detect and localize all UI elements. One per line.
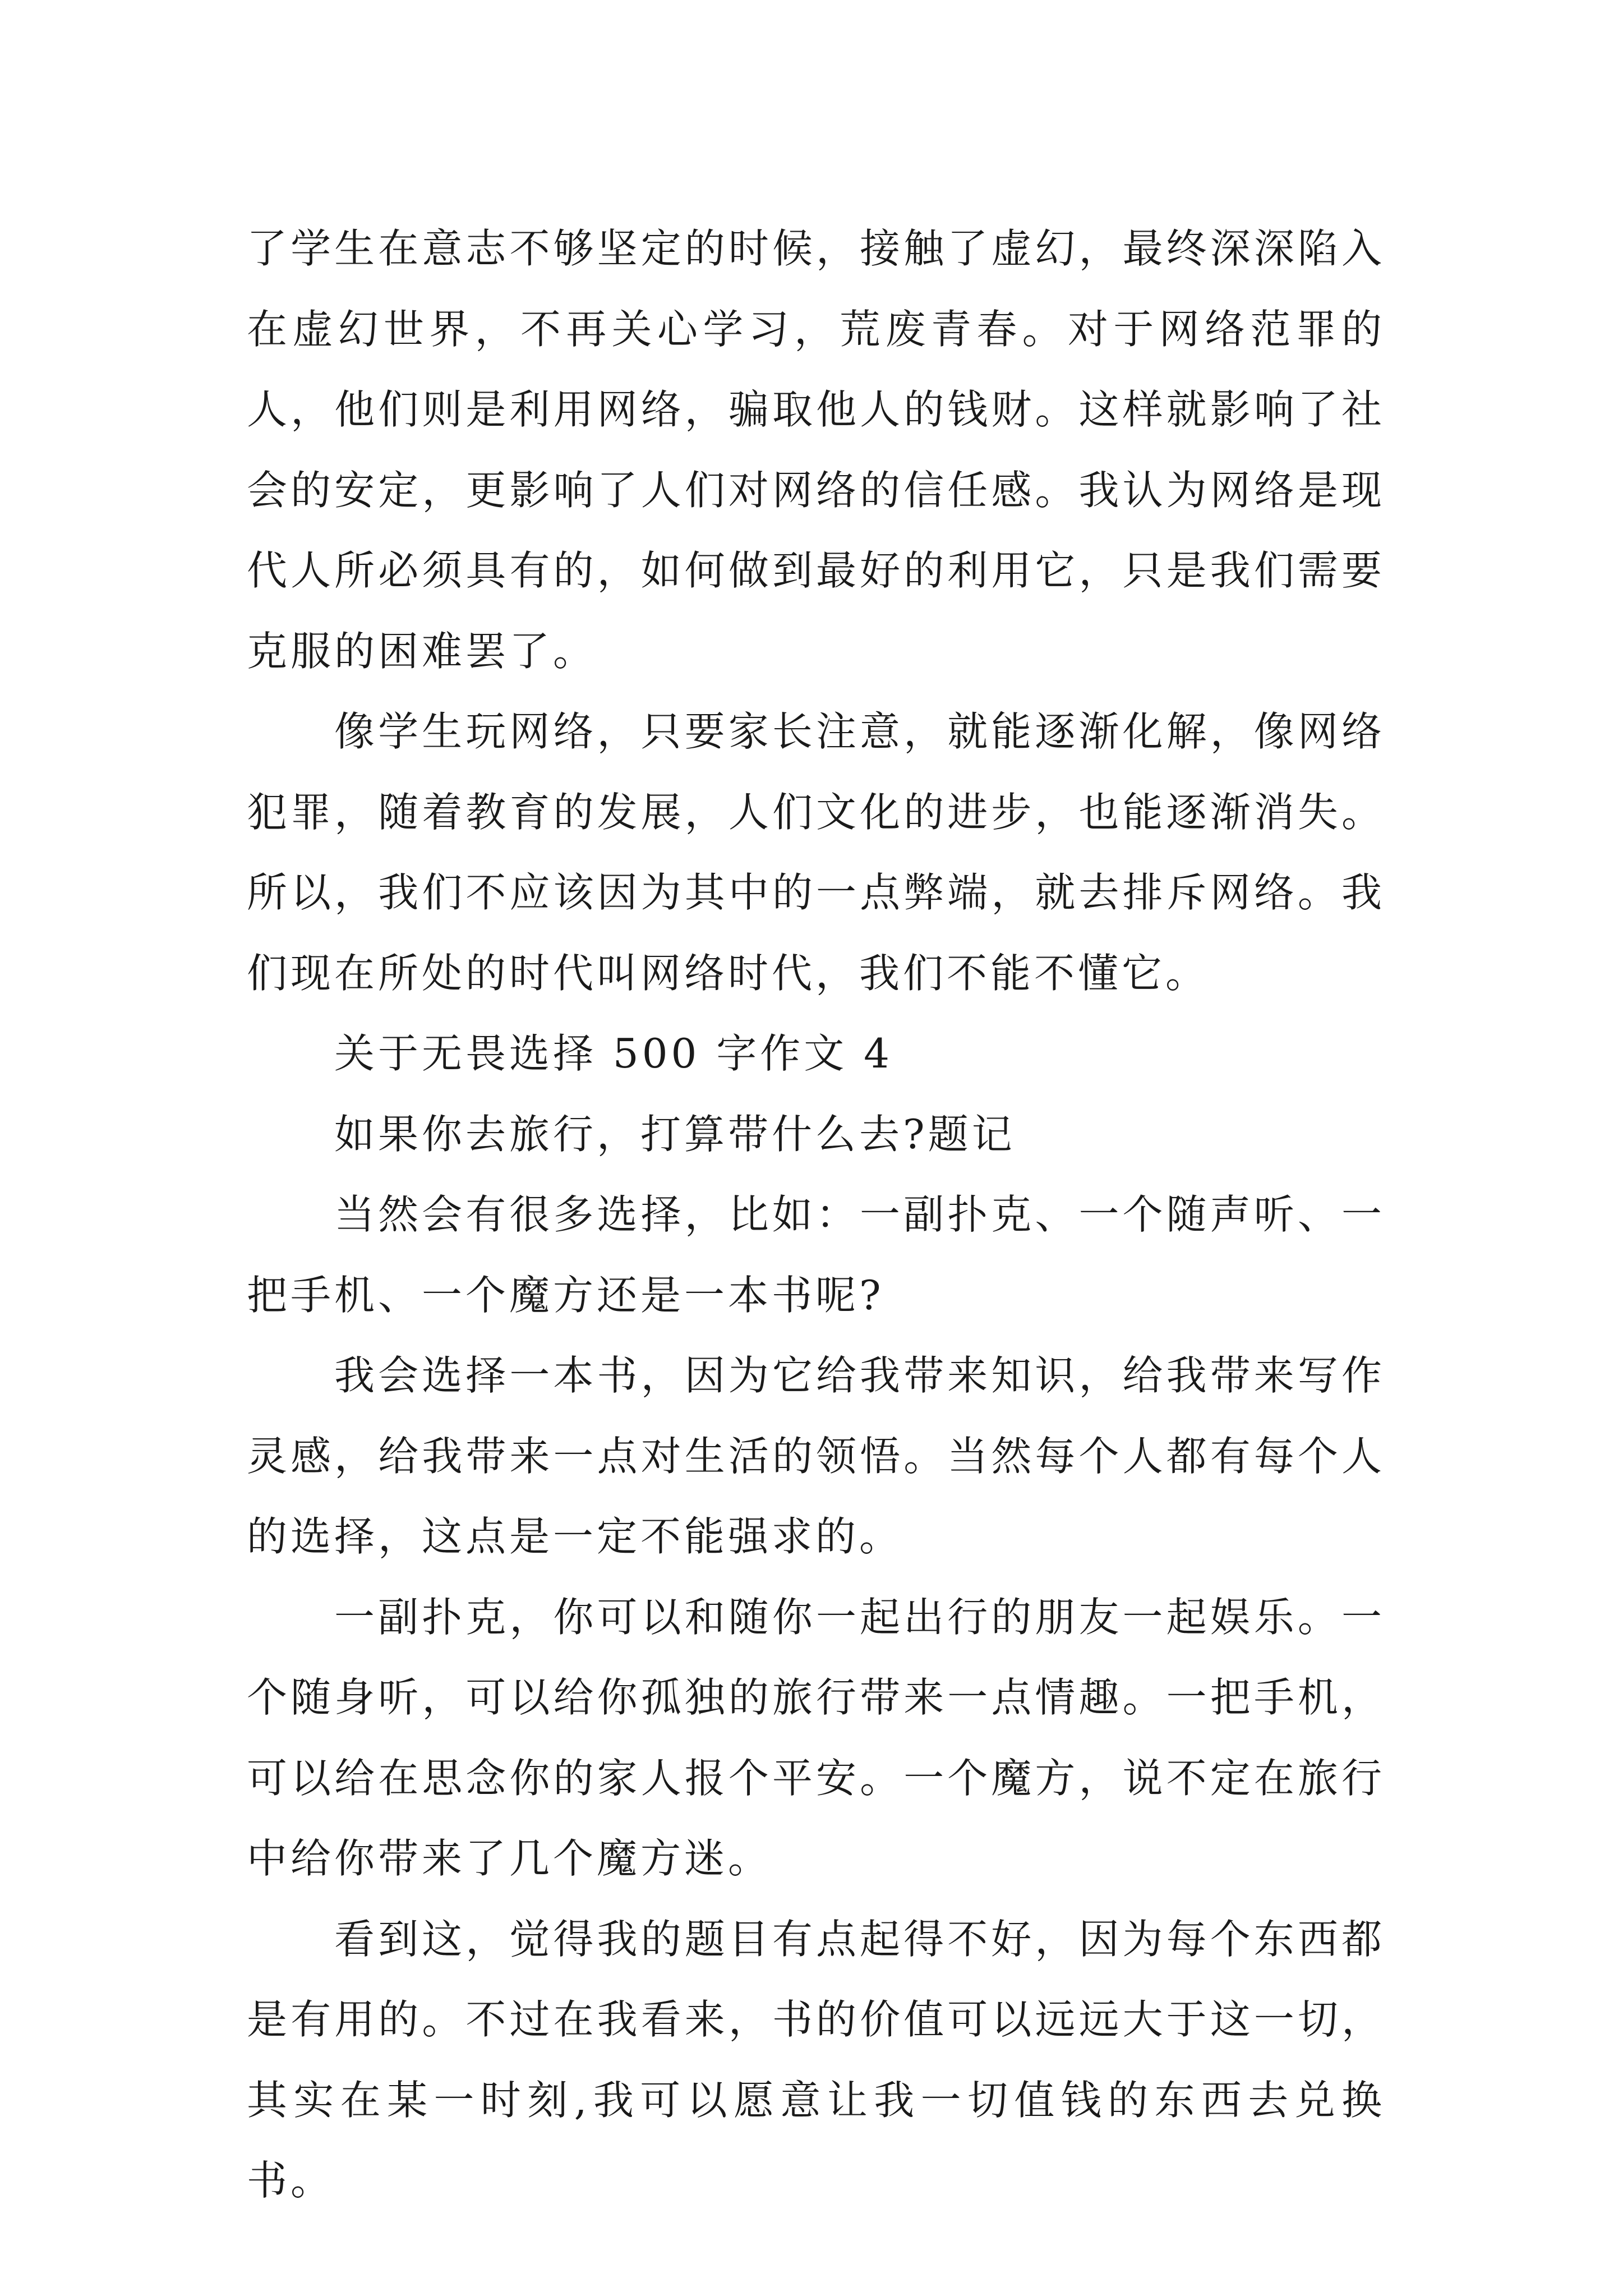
paragraph-continuation: 了学生在意志不够坚定的时候，接触了虚幻，最终深深陷入在虚幻世界，不再关心学习，荒废青春。对于网络范罪的人，他们则是利用网络，骗取他人的钱财。这样就影响了社会的安定，更影响了人们对网络的信任感。我认为网络是现代人所必须具有的，如何做到最好的利用它，只是我们需要克服的困难罢了。 bbox=[247, 225, 1385, 675]
essay-heading: 关于无畏选择 500 字作文 4 bbox=[334, 1030, 893, 1077]
paragraph: 我会选择一本书，因为它给我带来知识，给我带来写作灵感，给我带来一点对生活的领悟。当然每个人都有每个人的选择，这点是一定不能强求的。 bbox=[247, 1352, 1385, 1560]
paragraph: 像学生玩网络，只要家长注意，就能逐渐化解，像网络犯罪，随着教育的发展，人们文化的进步，也能逐渐消失。所以，我们不应该因为其中的一点弊端，就去排斥网络。我们现在所处的时代叫网络时代，我们不能不懂它。 bbox=[247, 708, 1385, 997]
document-body bbox=[247, 209, 1385, 2221]
paragraph: 一副扑克，你可以和随你一起出行的朋友一起娱乐。一个随身听，可以给你孤独的旅行带来一点情趣。一把手机，可以给在思念你的家人报个平安。一个魔方，说不定在旅行中给你带来了几个魔方迷。 bbox=[247, 1593, 1385, 1882]
paragraph: 看到这，觉得我的题目有点起得不好，因为每个东西都是有用的。不过在我看来，书的价值可以远远大于这一切，其实在某一时刻,我可以愿意让我一切值钱的东西去兑换书。 bbox=[247, 1915, 1385, 2204]
paragraph: 如果你去旅行，打算带什么去?题记 bbox=[334, 1110, 1016, 1158]
paragraph: 当然会有很多选择，比如：一副扑克、一个随声听、一把手机、一个魔方还是一本书呢? bbox=[247, 1191, 1385, 1319]
